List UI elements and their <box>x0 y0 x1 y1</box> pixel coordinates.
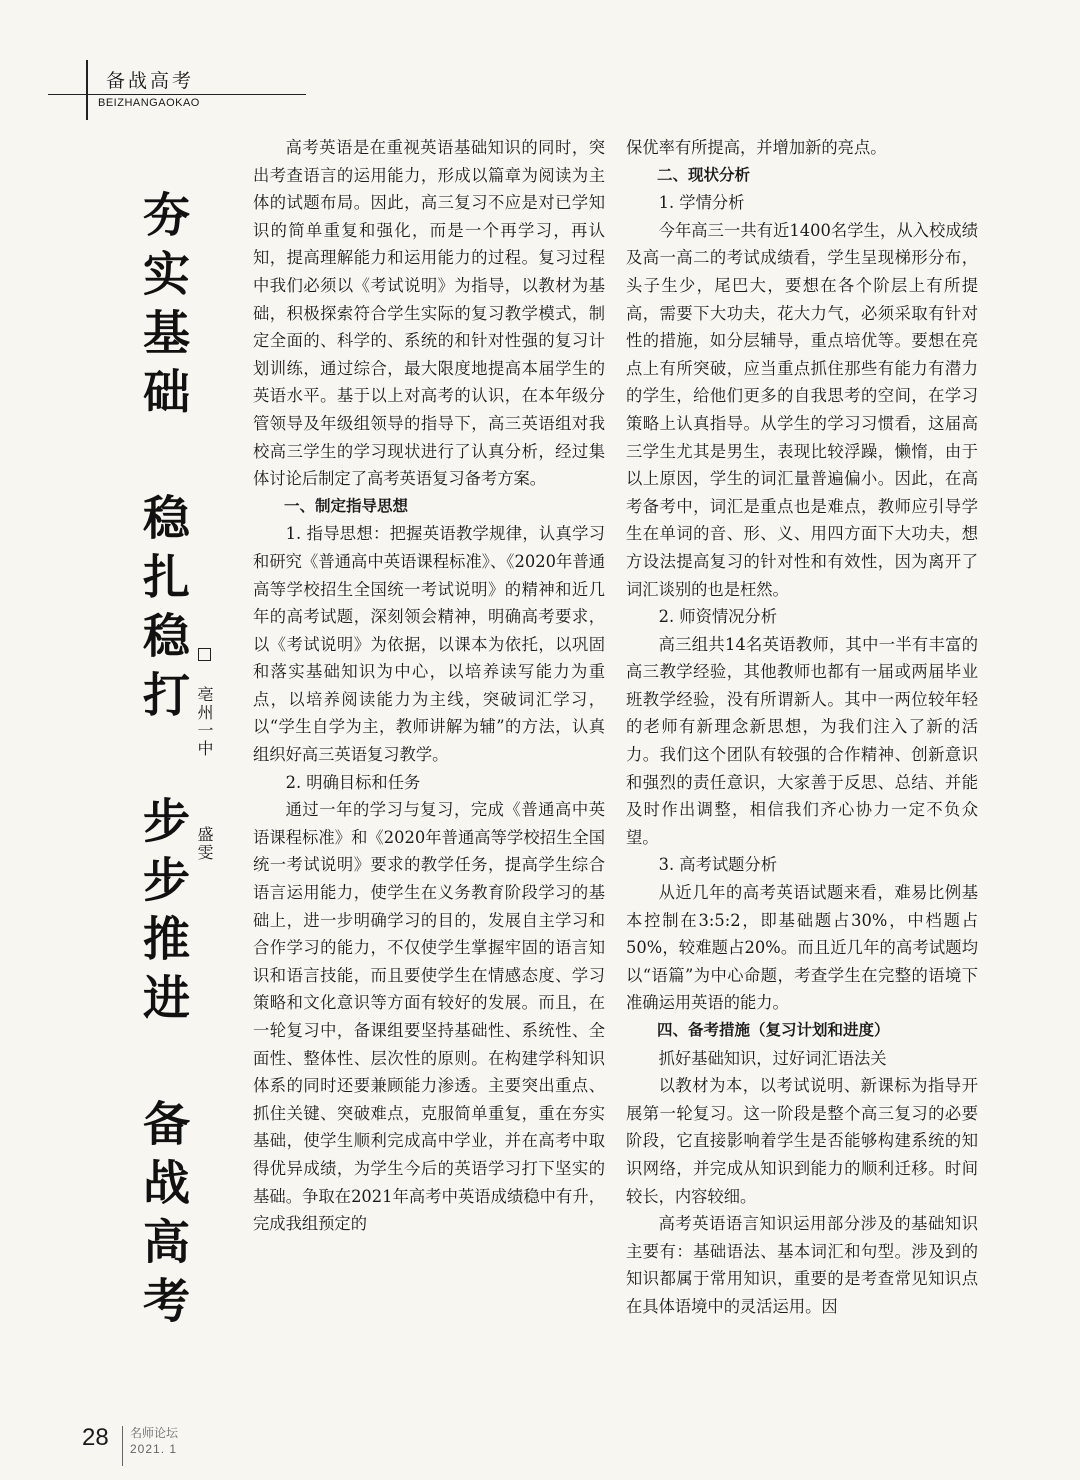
author-school: 亳州一中 <box>195 686 214 758</box>
footer-divider <box>122 1426 123 1466</box>
paragraph: 以教材为本，以考试说明、新课标为指导开展第一轮复习。这一阶段是整个高三复习的必要阶段，它直接影响着学生是否能够构建系统的知识网络，并完成从知识到能力的顺利迁移。时间较长，内容较细。 <box>626 1076 978 1206</box>
section-heading: 四、备考措施（复习计划和进度） <box>657 1021 890 1039</box>
magazine-name: 名师论坛 <box>130 1426 179 1440</box>
paragraph: 1. 学情分析 <box>658 193 745 213</box>
paragraph: 2. 师资情况分析 <box>658 607 777 627</box>
paragraph: 高考英语是在重视英语基础知识的同时，突出考查语言的运用能力，形成以篇章为阅读为主体的试题布局。因此，高三复习不应是对已学知识的简单重复和强化，而是一个再学习，再认知，提高理解能力和运用能力的过程。复习过程中我们必须以《考试说明》为指导，以教材为基础，积极探索符合学生实际的复习教学模式，制定全面的、科学的、系统的和针对性强的复习计划训练，通过综合，最大限度地提高本届学生的英语水平。基于以上对高考的认识，在本年级分管领导及年级组领导的指导下，高三英语组对我校高三学生的学习现状进行了认真分析，经过集体讨论后制定了高考英语复习备考方案。 <box>253 138 605 489</box>
paragraph: 通过一年的学习与复习，完成《普通高中英语课程标准》和《2020年普通高等学校招生全国统一考试说明》要求的教学任务，提高学生综合语言运用能力，使学生在义务教育阶段学习的基础上，进一步明确学习的目的，发展自主学习和合作学习的能力，不仅使学生掌握牢固的语言知识和语言技能，而且要使学生在情感态度、学习策略和文化意识等方面有较好的发展。而且，在一轮复习中，备课组要坚持基础性、系统性、全面性、整体性、层次性的原则。在构建学科知识体系的同时还要兼顾能力渗透。主要突出重点、抓住关键、突破难点，克服简单重复，重在夯实基础，使学生顺利完成高中学业，并在高考中取得优异成绩，为学生今后的英语学习打下坚实的基础。争取在2021年高考中英语成绩稳中有升，完成我组预定的 <box>253 800 605 1234</box>
issue-date: 2021. 1 <box>130 1442 178 1456</box>
section-header <box>48 60 306 120</box>
paragraph: 抓好基础知识，过好词汇语法关 <box>658 1048 887 1068</box>
section-subtitle: BEIZHANGAOKAO <box>98 97 200 109</box>
paragraph: 2. 明确目标和任务 <box>285 772 421 792</box>
paragraph: 1. 指导思想：把握英语教学规律，认真学习和研究《普通高中英语课程标准》、《2020年普通高等学校招生全国统一考试说明》的精神和近几年的高考试题，深刻领会精神，明确高考要求，以《考试说明》为依据，以课本为依托，以巩固和落实基础知识为中心，以培养读写能力为重点，以培养阅读能力为主线，突破词汇学习，以“学生自学为主，教师讲解为辅”的方法，认真组织好高三英语复习教学。 <box>253 524 605 765</box>
header-divider-horizontal <box>48 94 306 95</box>
author-name: 盛雯 <box>195 826 214 862</box>
section-title: 备战高考 <box>106 70 195 92</box>
text-column-right <box>626 134 978 1321</box>
paragraph: 从近几年的高考英语试题来看，难易比例基本控制在3:5:2，即基础题占30%，中档题占50%，较难题占20%。而且近几年的高考试题均以“语篇”为中心命题，考查学生在完整的语境下准确运用英语的能力。 <box>626 883 978 1013</box>
header-divider-vertical <box>86 60 88 120</box>
paragraph: 高三组共14名英语教师，其中一半有丰富的高三教学经验，其他教师也都有一届或两届毕业班教学经验，没有所谓新人。其中一两位较年轻的老师有新理念新思想，为我们注入了新的活力。我们这个团队有较强的合作精神、创新意识和强烈的责任意识，大家善于反思、总结、并能及时作出调整，相信我们齐心协力一定不负众望。 <box>626 634 978 847</box>
section-heading: 一、制定指导思想 <box>284 496 409 515</box>
paragraph: 高考英语语言知识运用部分涉及的基础知识主要有：基础语法、基本词汇和句型。涉及到的知识都属于常用知识，重要的是考查常见知识点在具体语境中的灵活运用。因 <box>626 1214 978 1316</box>
byline-box-icon <box>198 648 211 661</box>
article-title: 夯实基础 稳扎稳打 步步推进 备战高考 <box>135 190 190 1335</box>
paragraph: 3. 高考试题分析 <box>658 855 777 875</box>
author-byline <box>194 648 214 862</box>
text-column-left <box>253 134 605 1238</box>
page-number: 28 <box>82 1424 109 1451</box>
page-footer <box>82 1424 222 1480</box>
paragraph: 保优率有所提高，并增加新的亮点。 <box>626 138 887 157</box>
paragraph: 今年高三一共有近1400名学生，从入校成绩及高一高二的考试成绩看，学生呈现梯形分布，头子生少，尾巴大，要想在各个阶层上有所提高，需要下大功夫，花大力气，必须采取有针对性的措施，如分层辅导，重点培优等。要想在亮点上有所突破，应当重点抓住那些有能力有潜力的学生，给他们更多的自我思考的空间，在学习策略上认真指导。从学生的学习习惯看，这届高三学生尤其是男生，表现比较浮躁，懒惰，由于以上原因，学生的词汇量普遍偏小。因此，在高考备考中，词汇是重点也是难点，教师应引导学生在单词的音、形、义、用四方面下大功夫，想方设法提高复习的针对性和有效性，因为离开了词汇谈别的也是枉然。 <box>626 220 978 599</box>
section-heading: 二、现状分析 <box>657 165 751 184</box>
